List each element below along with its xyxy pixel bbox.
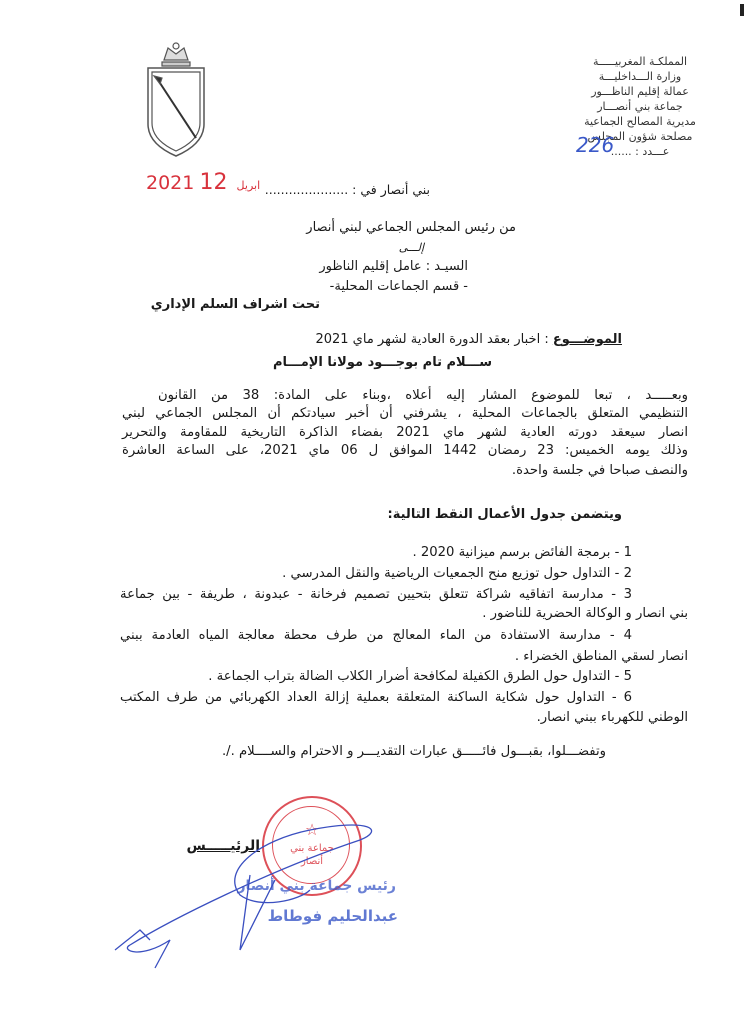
- agenda-item: 1 - برمجة الفائض برسم ميزانية 2020 .: [412, 545, 632, 560]
- subject-line: [315, 332, 622, 348]
- reference-number-label: عـــدد : ......: [610, 145, 670, 158]
- scan-edge-mark: [740, 4, 744, 16]
- agenda-item-continued: انصار لسقي المناطق الخضراء .: [514, 649, 688, 664]
- date-stamp-month: ابريل: [236, 179, 261, 192]
- star-icon: ☆: [304, 820, 320, 839]
- routing-note: تحت اشراف السلم الإداري: [150, 297, 320, 312]
- agenda-item: 3 - مدارسة اتفاقيه شراكة تتعلق بتحيين تصميم فرخانة - عبدونة ، طريفة - بين جماعة: [120, 587, 632, 602]
- name-stamp-line2: عبدالحليم فوطاط: [267, 907, 398, 925]
- agenda-item: 5 - التداول حول الطرق الكفيلة لمكافحة أضرار الكلاب الضالة بتراب الجماعة .: [208, 669, 632, 684]
- body-line: التنظيمي المتعلق بالجماعات المحلية ، يشرفني أن أخبر سيادتكم أن المجلس الجماعي لبني: [122, 406, 688, 421]
- letterhead: [560, 54, 720, 159]
- agenda-item: 2 - التداول حول توزيع منح الجمعيات الرياضية والنقل المدرسي .: [282, 566, 632, 581]
- coat-of-arms-icon: [140, 36, 212, 162]
- date-stamp-year: 2021: [146, 172, 195, 194]
- date-label: بني أنصار في : .....................: [264, 182, 430, 197]
- letterhead-line: وزارة الـــداخليـــة: [598, 70, 682, 83]
- agenda-item: 4 - مدارسة الاستفادة من الماء المعالج من طرف محطة معالجة المياه العادمة ببني: [120, 628, 632, 643]
- stamp-text: جماعة بني أنصار: [290, 843, 334, 867]
- subject-text: : اخبار بعقد الدورة العادية لشهر ماي 2021: [315, 332, 553, 347]
- date-stamp-day: 12: [199, 170, 228, 195]
- to-label: إلـــى: [398, 241, 424, 254]
- letterhead-line: عمالة إقليم الناظـــور: [591, 85, 689, 98]
- closing-formula: وتفضـــلوا، بقبـــول فائـــــق عبارات التقديـــر و الاحترام والســــلام ./.: [221, 744, 606, 759]
- subject-label: الموضـــوع: [552, 332, 622, 347]
- letterhead-line: المملكـة المغربيـــــة: [593, 55, 687, 68]
- letterhead-line: مديرية المصالح الجماعية: [584, 115, 696, 128]
- name-stamp-line1: رئيس جماعة بني أنصار: [237, 878, 396, 894]
- body-line: وذلك يومه الخميس: 23 رمضان 1442 الموافق ل 06 ماي 2021، على الساعة العاشرة: [122, 443, 688, 458]
- recipient: السيـد : عامل إقليم الناظور: [319, 259, 468, 274]
- date-stamp: [146, 170, 264, 195]
- body-line: وبعـــــد ، تبعا للموضوع المشار إليه أعلاه ،وبناء على المادة: 38 من القانون: [158, 388, 688, 403]
- letterhead-line: جماعة بني أنصـــار: [597, 100, 683, 113]
- salutation: ســـلام تام بوجـــود مولانا الإمـــام: [272, 355, 492, 370]
- sender: من رئيس المجلس الجماعي لبني أنصار: [306, 220, 516, 235]
- agenda-item: 6 - التداول حول شكاية الساكنة المتعلقة بعملية إزالة العداد الكهربائي من طرف المكتب: [120, 690, 632, 705]
- agenda-item-continued: بني انصار و الوكالة الحضرية للناضور .: [482, 606, 688, 621]
- handwritten-signature: [110, 800, 390, 970]
- agenda-item-continued: الوطني للكهرباء ببني انصار.: [536, 710, 688, 725]
- letterhead-line: مصلحة شؤون المجلس: [587, 130, 693, 143]
- reference-number-handwritten: 226: [576, 133, 615, 157]
- body-line: انصار سيعقد دورته العادية لشهر ماي 2021 بفضاء الذاكرة التاريخية للمقاومة والتحرير: [122, 425, 689, 440]
- agenda-title: ويتضمن جدول الأعمال النقط التالية:: [387, 507, 622, 522]
- body-line: والنصف صباحا في جلسة واحدة.: [511, 463, 688, 478]
- recipient-department: - قسم الجماعات المحلية-: [329, 279, 468, 294]
- signature-title: الرئيـــــس: [186, 838, 260, 854]
